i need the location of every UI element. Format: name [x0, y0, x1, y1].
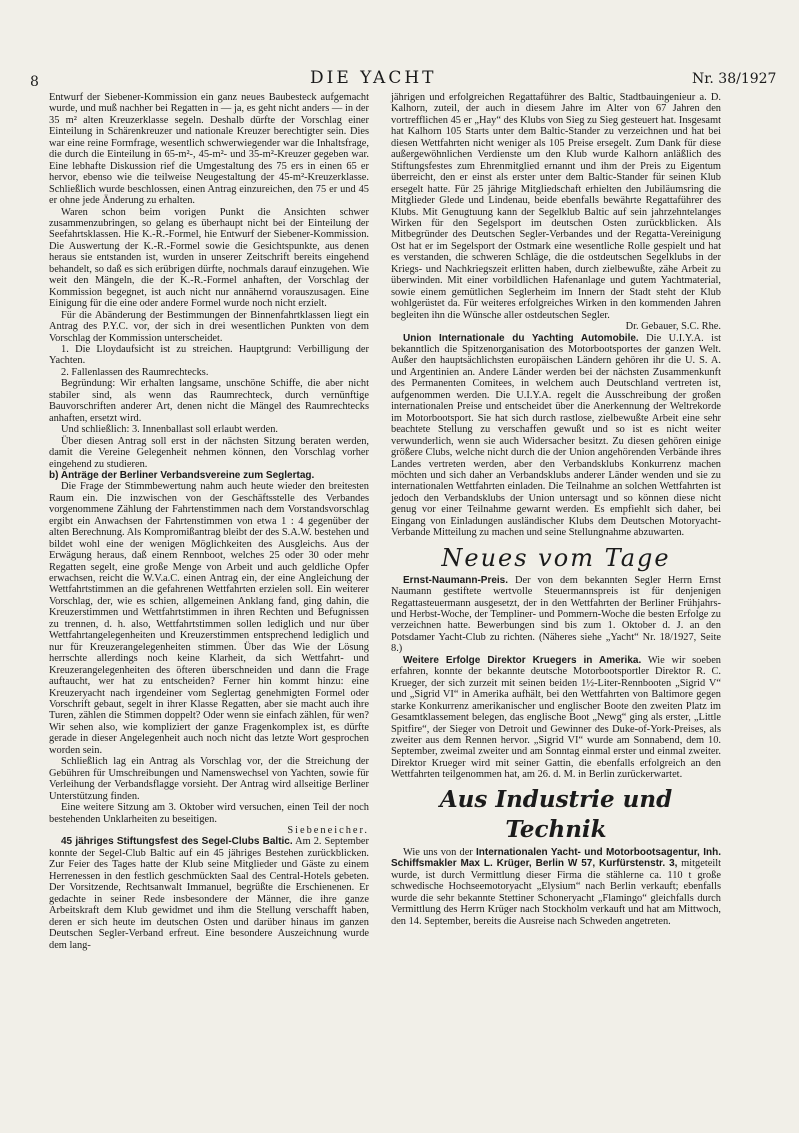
paragraph: Begründung: Wir erhalten langsame, unschöne Schiffe, die aber nicht stabiler sind, als wenn das Raumrechteck, durch vernünftige Bauvorschriften anderer Art, denen nicht die Mängel des Raumrechtecks anhaften, ersetzt wird. [49, 378, 369, 424]
left-column [49, 92, 369, 951]
paragraph: Und schließlich: 3. Innenballast soll erlaubt werden. [61, 424, 278, 436]
paragraph [391, 847, 721, 927]
company-name: Internationalen Yacht- und Motorbootsagentur, Inh. Schiffsmakler Max L. Krüger, Berlin W 57, Kurfürstenstr. 3, [391, 846, 721, 870]
paragraph [391, 333, 721, 539]
paragraph: Die Frage der Stimmbewertung nahm auch heute wieder den breitesten Raum ein. Die inzwischen von der Geschäftsstelle des Verbandes vorgenommene Zählung der Fahrtenstimmen nach dem Vorstandsvorschlag ergibt ein Anwachsen der Fahrtenstimmen von etwa 1 : 4 gegenüber der alten Berechnung. Als Kompromißantrag bleibt der des S.A.W. bestehen und bildet wohl eine der wenigen Möglichkeiten des Ausgleichs. Aus der Erwägung heraus, daß einem Rennboot, welches 25 oder 30 oder mehr Regatten segelt, eine große Menge von Arbeit und auch geldliche Opfer erwachsen, reicht die W.V.a.C. einen Antrag ein, der eine Angleichung der Wettfahrtstimmen an die gefahrenen Wettfahrten erzielen soll. Ein weiterer Vorschlag, der, wie es schien, allgemeinen Anklang fand, ging dahin, die Kreuzerstimmen und Wettfahrtstimmen in ihren Rechten und Befugnissen zu trennen, d. h. also, Wettfahrtstimmen sollen lediglich und nur über Wettfahrtangelegenheiten und Kreuzerstimmen entsprechend lediglich und nur für Kreuzerangelegenheiten stimmen. Über das Wie der Lösung herrschte allerdings noch keine Klarheit, da sich Wettfahrt- und Kreuzerangelegenheiten des öfteren überschneiden und dann die Frage auftaucht, wer hat zu entscheiden? Ferner hin kommt hinzu: eine Kreuzeryacht nach irgendeiner vom Seglertag genehmigten Formel oder Vorschrift gebaut, segelt in ihrer Klasse Regatten, aber sie macht auch ihre Turen, zählen die Stimmen doppelt? Oder wenn sie einfach zählen, für wen? Wir sehen also, wie kompliziert der ganze Fragenkomplex ist, es dürfte gerade in dieser Angelegenheit auch noch nicht das letzte Wort gesprochen worden sein. [49, 481, 369, 756]
paragraph [49, 836, 369, 951]
paragraph: Entwurf der Siebener-Kommission ein ganz neues Baubesteck aufgemacht wurde, und muß nachher bei Regatten in — ja, es geht nicht anders — in der 35 m² alten Kreuzerklasse segeln. Deshalb dürfte der Vorschlag einer Einteilung in Schärenkreuzer und nationale Kreuzer berechtigter sein. Dies war eine reine Formfrage, wesentlich schwerwiegender war die Inhaltsfrage, die durch die Einteilung in 65-m²-, 45-m²- und 35-m²-Kreuzer gegeben war. Eine lebhafte Diskussion rief die Umgestaltung des 75 ers in einen 65 er hervor, ebenso wie die teilweise Neugestaltung der 45-m²-Kreuzerklasse. Schließlich wurde beschlossen, einen Antrag einzureichen, den 75 er und 45 er ohne jede Änderung zu erhalten. [49, 92, 369, 207]
paragraph [391, 575, 721, 655]
section-heading: b) Anträge der Berliner Verbandsvereine zum Seglertag. [49, 469, 315, 481]
paragraph: Waren schon beim vorigen Punkt die Ansichten schwer zusammenzubringen, so gelang es überhaupt nicht bei der Einteilung der Seefahrtsklassen. Hie K.-R.-Formel, hie Entwurf der Siebener-Kommission. Die Auswertung der K.-R.-Formel sowie die Gesichtspunkte, aus denen heraus sie entstanden ist, wurden in unserer Zeitschrift bereits eingehend behandelt, so daß es sich erübrigen dürfte, nochmals darauf einzugehen. Wie weit den Mängeln, die der K.-R.-Formel anhaften, der Vorschlag der Kommission begegnet, ist auch nicht nur annähernd vorauszusagen. Eine Einigung für die eine oder andere Formel wurde noch nicht erzielt. [49, 206, 369, 310]
paragraph-text: mitgeteilt wurde, ist durch Vermittlung dieser Firma die stählerne ca. 110 t große schwedische Hochseemotoryacht „Elysium“ nach Berlin verkauft; ebenfalls wurde die sehr bekannte Stettiner Schoneryacht „Flamingo“ gleichfalls durch Vermittlung des Herrn Krüger nach Stockholm verkauft und hat am Mittwoch, den 14. September, bereits die Ausreise nach Schweden angetreten. [391, 858, 721, 927]
paragraph: jährigen und erfolgreichen Regattaführer des Baltic, Stadtbauingenieur a. D. Kalhorn, zuteil, der auch in diesem Jahre im Alter von 67 Jahren den vortrefflichen 45 er „Hay“ des Klubs von Sieg zu Sieg gesteuert hat. Insgesamt hat Kalhorn 105 Starts unter dem Baltic-Stander zu verzeichnen und hat bei diesen Wettfahrten nicht weniger als 105 Preise ersegelt. Zum Dank für diese außergewöhnlichen Verdienste um den Klub wurde Kalhorn anläßlich des Stiftungsfestes zum Ehrenmitglied ernannt und ihm der Preis zu Eigentum überreicht, den er einst als erster unter dem Baltic-Stander für seinen Klub ersegelt hatte. Für 25 jährige Mitgliedschaft erhielten den Jubiläumsring die Mitglieder Glede und Lindenau, beide ebenfalls bewährte Regattaführer des Klubs. Mit Genugtuung kann der Segelklub Baltic auf sein jahrzehntelanges Wirken für den Segelsport im deutschen Osten zurückblicken. Als Mitbegründer des Deutschen Segler-Verbandes und der Regatta-Vereinigung Ost hat er im Segelsport der Ostmark eine wesentliche Rolle gespielt und hat es verstanden, die schweren Schläge, die die ostdeutschen Segelklubs in der Kriegs- und Nachkriegszeit erlitten haben, durch zielbewußte, zähe Arbeit zu überwinden. Mit einer vorbildlichen Hafenanlage und gutem Yachtmaterial, sowie einem gemütlichen Seglerheim im Innern der Stadt steht der Klub wohlgerüstet da. Für weiteres erfolgreiches Wirken in den kommenden Jahren begleiten ihn die Wünsche aller ostdeutschen Segler. [391, 92, 721, 321]
issue-number: Nr. 38/1927 [692, 71, 777, 87]
section-title: Aus Industrie und Technik [439, 785, 673, 843]
paragraph: Über diesen Antrag soll erst in der nächsten Sitzung beraten werden, damit die Vereine Gelegenheit nehmen können, den Vorschlag vorher eingehend zu studieren. [49, 435, 369, 470]
paragraph-text: Am 2. September konnte der Segel-Club Baltic auf ein 45 jähriges Bestehen zurückblicken. Zur Feier des Tages hatte der Klub seine Mitglieder und Gäste zu einem Herrenessen in den festlich geschmückten Saal des Central-Hotels gebeten. Der Vorsitzende, Rechtsanwalt Immanuel, begrüßte die Erschienenen. Er gedachte in seiner Rede insbesondere der Männer, die ihre ganze Arbeitskraft dem Klub gewidmet und ihm die Stellung verschafft haben, deren er sich heute im deutschen Osten und darüber hinaus im ganzen Deutschen Segler-Verband erfreut. Eine besondere Auszeichnung wurde dem lang- [49, 836, 369, 951]
paragraph-text: Wie uns von der [403, 846, 476, 858]
author-signature: Siebeneicher. [287, 825, 369, 836]
article-heading: Ernst-Naumann-Preis. [403, 574, 509, 586]
paragraph-text: Die U.I.Y.A. ist bekanntlich die Spitzenorganisation des Motorbootsportes der ganzen Welt. Außer den hauptsächlichsten europäischen Ländern gehören ihr die U. S. A. und Argentinien an. Andere Länder werden bei der nächsten Zusammenkunft des Permanenten Comitees, in welchem auch Deutschland vertreten ist, aufgenommen werden. Die U.I.Y.A. regelt die Ausschreibung der großen internationalen Preise und entscheidet über die Anerkennung der Weltrekorde im Motorbootsport. Sie hat sich durch rastlose, zielbewußte Arbeit eine sehr beachtete Stellung zu verschaffen gewußt und so ist es nicht weiter verwunderlich, wenn sie auch Widersacher besitzt. Zu diesen gehören einige größere Clubs, welche nicht durch die der Union angehörenden Verbände ihres Landes vertreten werden, aber den Verbandsklubs Konkurrenz machen möchten und sich daher an Verbandsklubs anderer Länder wenden und sie zu internationalen Wettfahrten einladen. Die Teilnahme an solchen Wettfahrten ist jedoch den Verbandsklubs der Union untersagt und so können diese nicht genug vor einer Teilnahme gewarnt werden. Es empfiehlt sich daher, bei Eingang von Einladungen ausländischer Klubs dem Deutschen Motoryacht-Verbande Mitteilung zu machen und seine Stellungnahme abzuwarten. [391, 332, 721, 539]
paragraph [391, 655, 721, 781]
article-heading: Union Internationale du Yachting Automobile. [403, 332, 639, 344]
magazine-title: DIE YACHT [310, 68, 437, 88]
article-heading: Weitere Erfolge Direktor Kruegers in Amerika. [403, 654, 642, 666]
paragraph: Für die Abänderung der Bestimmungen der Binnenfahrtklassen liegt ein Antrag des P.Y.C. vor, der sich in drei wesentlichen Punkten von dem Vorschlag der Kommission unterscheidet. [49, 309, 369, 344]
right-column [391, 92, 721, 927]
paragraph-text: Der von dem bekannten Segler Herrn Ernst Naumann gestiftete wertvolle Steuermannspreis ist für denjenigen Regattasteuermann ausgesetzt, der in den Wettfahrten der Berliner Frühjahrs- und Herbst-Woche, der Templiner- und Pommern-Woche die besten Erfolge zu verzeichnen hatte. Bewerbungen sind bis zum 1. Oktober d. J. an den Potsdamer Yacht-Club zu richten. (Näheres siehe „Yacht“ Nr. 18/1927, Seite 8.) [391, 574, 721, 655]
paragraph: 2. Fallenlassen des Raumrechtecks. [61, 366, 209, 378]
author-signature: Dr. Gebauer, S.C. Rhe. [625, 321, 721, 333]
page-number: 8 [30, 74, 39, 90]
section-title: Neues vom Tage [441, 543, 671, 572]
paragraph: Schließlich lag ein Antrag als Vorschlag vor, der die Streichung der Gebühren für Umschreibungen und Namenswechsel von Yachten, sowie für Verleihung der Verbandsflagge vorsieht. Der Antrag wird allseitige Berliner Unterstützung finden. [49, 756, 369, 802]
paragraph-text: Wie wir soeben erfahren, konnte der bekannte deutsche Motorbootsportler Direktor R. C. Krueger, der sich zurzeit mit seinen beiden 1½-Liter-Rennbooten „Sigrid V“ und „Sigrid VI“ in Amerika aufhält, bei den Wettfahrten von Baltimore gegen starke Konkurrenz amerikanischer und englischer Boote den zweiten Platz im Gesamtklassement belegen, das englische Boot „Newg“ ging als erster, „Little Spitfire“, der Sieger von Detroit und Gewinner des Duke-of-York-Preises, als zweiter aus dem Rennen hervor. „Sigrid VI“ wurde am Sonnabend, dem 10. September, zweimal zweiter und am Sonntag einmal erster und einmal zweiter. Direktor Krueger wird mit seiner Gattin, die ebenfalls erfolgreich an den Wettfahrten teilgenommen hat, am 26. d. M. in Berlin zurückerwartet. [391, 654, 721, 781]
paragraph: 1. Die Lloydaufsicht ist zu streichen. Hauptgrund: Verbilligung der Yachten. [49, 343, 369, 367]
article-heading: 45 jähriges Stiftungsfest des Segel-Clubs Baltic. [61, 836, 293, 848]
paragraph: Eine weitere Sitzung am 3. Oktober wird versuchen, einen Teil der noch bestehenden Unklarheiten zu beseitigen. [49, 802, 369, 825]
